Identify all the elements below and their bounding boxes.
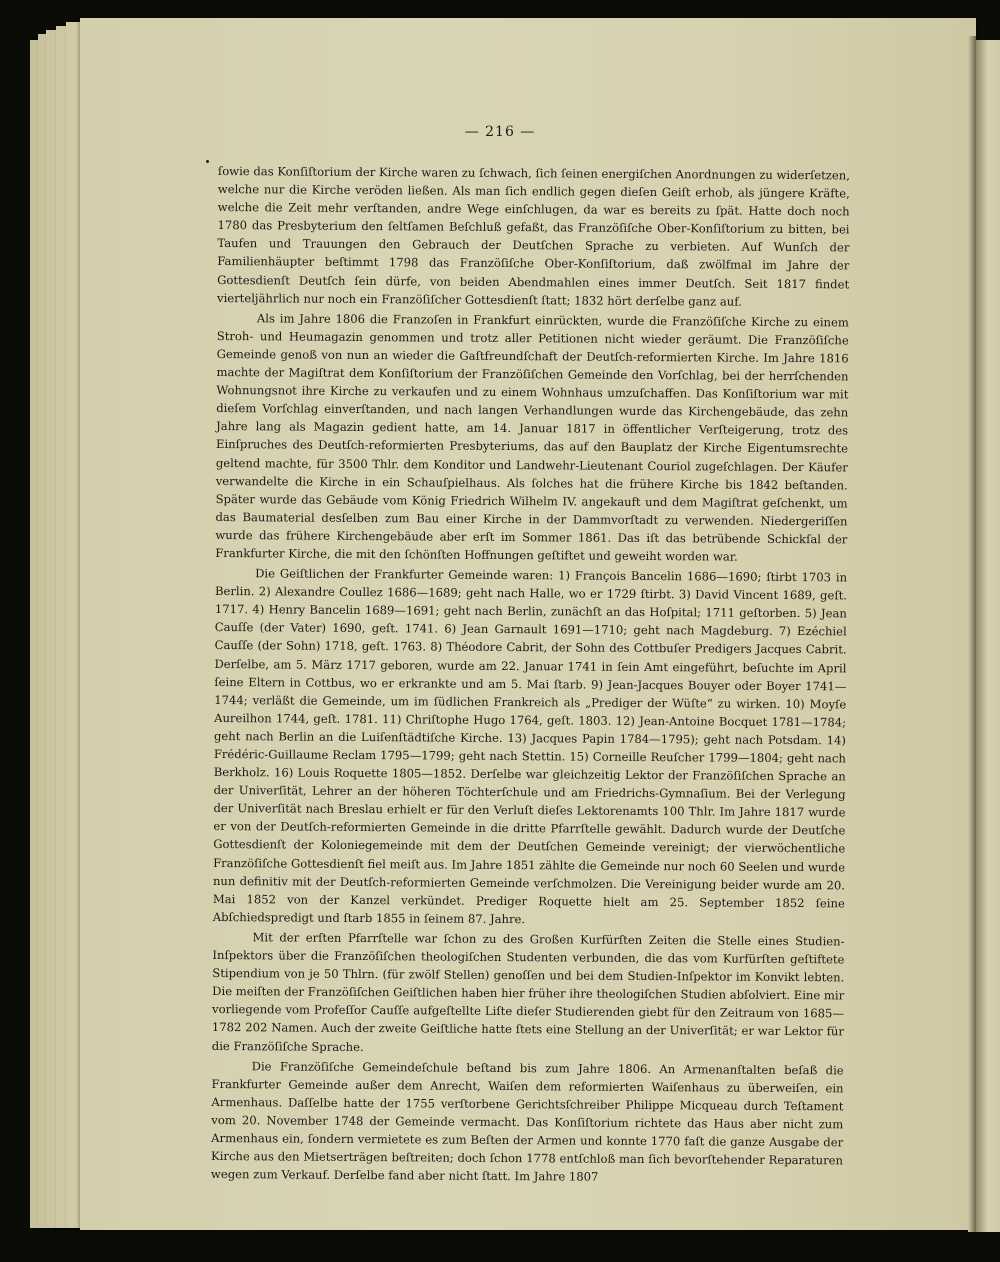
paragraph-1: ſowie das Konſiſtorium der Kirche waren zu ſchwach, ſich ſeinen energiſchen Anordnungen zu widerſetzen, welche nur die Kirche veröden ließen. Als man ſich endlich gegen dieſen Geiſt erhob, als jüngere Kräfte, welche die Zeit mehr verſtanden, andre Wege einſchlugen, da war es bereits zu ſpät. Hatte doch noch 1780 das Presbyterium den ſeltſamen Beſchluß gefaßt, das Franzöſiſche Ober-Konſiſtorium zu bitten, bei Taufen und Trauungen den Gebrauch der Deutſchen Sprache zu verbieten. Auf Wunſch der Familienhäupter beſtimmt 1798 das Franzöſiſche Ober-Konſiſtorium, daß zwölfmal im Jahre der Gottesdienſt Deutſch ſein dürfe, von beiden Abendmahlen eines immer Deutſch. Seit 1817 findet vierteljährlich nur noch ein Franzöſiſcher Gottesdienſt ſtatt; 1832 hört derſelbe ganz auf. xyxy=(217,163,850,309)
ink-speck xyxy=(206,160,209,163)
paragraph-3: Die Geiſtlichen der Frankfurter Gemeinde waren: 1) François Bancelin 1686—1690; ſtirbt 1703 in Berlin. 2) Alexandre Coullez 1686—1689; geht nach Halle, wo er 1729 ſtirbt. 3) David Vincent 1689, geſt. 1717. 4) Henry Bancelin 1689—1691; geht nach Berlin, zunächſt an das Hoſpital; 1711 geſtorben. 5) Jean Cauſſe (der Vater) 1690, geſt. 1741. 6) Jean Garnault 1691—1710; geht nach Magdeburg. 7) Ezéchiel Cauſſe (der Sohn) 1718, geſt. 1763. 8) Théodore Cabrit, der Sohn des Cottbuſer Predigers Jacques Cabrit. Derſelbe, am 5. März 1717 geboren, wurde am 22. Januar 1741 in ſein Amt eingeführt, beſuchte im April ſeine Eltern in Cottbus, wo er erkrankte und am 5. Mai ſtarb. 9) Jean-Jacques Bouyer oder Boyer 1741—1744; verläßt die Gemeinde, um im ſüdlichen Frankreich als „Prediger der Wüſte“ zu wirken. 10) Moyſe Aureilhon 1744, geſt. 1781. 11) Chriſtophe Hugo 1764, geſt. 1803. 12) Jean-Antoine Bocquet 1781—1784; geht nach Berlin an die Luiſenſtädtiſche Kirche. 13) Jacques Papin 1784—1795); geht nach Potsdam. 14) Frédéric-Guillaume Reclam 1795—1799; geht nach Stettin. 15) Corneille Reuſcher 1799—1804; geht nach Berkholz. 16) Louis Roquette 1805—1852. Derſelbe war gleichzeitig Lektor der Franzöſiſchen Sprache an der Univerſität, Lehrer an der höheren Töchterſchule und am Friedrichs-Gymnaſium. Bei der Verlegung der Univerſität nach Breslau erhielt er für den Verluſt dieſes Lektorenamts 100 Thlr. Im Jahre 1817 wurde er von der Deutſch-reformierten Gemeinde in die dritte Pfarrſtelle gewählt. Dadurch wurde der Deutſche Gottesdienſt der Koloniegemeinde mit dem der Deutſchen Gemeinde vereinigt; der vierwöchentliche Franzöſiſche Gottesdienſt fiel meiſt aus. Im Jahre 1851 zählte die Gemeinde nur noch 60 Seelen und wurde nun definitiv mit der Deutſch-reformierten Gemeinde verſchmolzen. Die Vereinigung beider wurde am 20. Mai 1852 von der Kanzel verkündet. Prediger Roquette hielt am 25. September 1852 ſeine Abſchiedspredigt und ſtarb 1855 in ſeinem 87. Jahre. xyxy=(212,566,848,927)
paragraph-2: Als im Jahre 1806 die Franzoſen in Frankfurt einrückten, wurde die Franzöſiſche Kirche zu einem Stroh- und Heumagazin genommen und trotz aller Petitionen nicht wieder geräumt. Die Franzöſiſche Gemeinde genoß von nun an wieder die Gaſtfreundſchaft der Deutſch-reformierten Kirche. Im Jahre 1816 machte der Magiſtrat dem Konſiſtorium der Franzöſiſchen Gemeinde den Vorſchlag, bei der herrſchenden Wohnungsnot ihre Kirche zu verkaufen und zu einem Wohnhaus umzuſchaffen. Das Konſiſtorium war mit dieſem Vorſchlag einverſtanden, und nach langen Verhandlungen wurde das Kirchengebäude, das zehn Jahre lang als Magazin gedient hatte, am 14. Januar 1817 in öffentlicher Verſteigerung, trotz des Einſpruches des Deutſch-reformierten Presbyteriums, das auf den Bauplatz der Kirche Eigentumsrechte geltend machte, für 3500 Thlr. dem Konditor und Landwehr-Lieutenant Couriol zugeſchlagen. Der Käufer verwandelte die Kirche in ein Schauſpielhaus. Als ſolches hat die frühere Kirche bis 1842 beſtanden. Später wurde das Gebäude vom König Friedrich Wilhelm IV. angekauft und dem Magiſtrat geſchenkt, um das Baumaterial desſelben zum Bau einer Kirche in der Dammvorſtadt zu verwenden. Niedergeriſſen wurde das frühere Kirchengebäude aber erſt im Sommer 1861. Das iſt das betrübende Schickſal der Frankfurter Kirche, die mit den ſchönſten Hoffnungen geſtiftet und geweiht worden war. xyxy=(215,311,849,564)
paragraph-5: Die Franzöſiſche Gemeindeſchule beſtand bis zum Jahre 1806. An Armenanſtalten beſaß die Frankfurter Gemeinde außer dem Anrecht, Waiſen dem reformierten Waiſenhaus zu überweiſen, ein Armenhaus. Daſſelbe hatte der 1755 verſtorbene Gerichtsſchreiber Philippe Micqueau durch Teſtament vom 20. November 1748 der Gemeinde vermacht. Das Konſiſtorium richtete das Haus aber nicht zum Armenhaus ein, ſondern vermietete es zum Beſten der Armen und konnte 1770 faſt die ganze Ausgabe der Kirche aus den Mietserträgen beſtreiten; doch ſchon 1778 entſchloß man ſich bevorſtehender Reparaturen wegen zum Verkauf. Derſelbe fand aber nicht ſtatt. Im Jahre 1807 xyxy=(210,1058,844,1184)
paragraph-4: Mit der erſten Pfarrſtelle war ſchon zu des Großen Kurfürſten Zeiten die Stelle eines Studien-Inſpektors über die Franzöſiſchen theologiſchen Studenten verbunden, die das vom Kurfürſten geſtiftete Stipendium von je 50 Thlrn. (für zwölf Stellen) genoſſen und bei dem Studien-Inſpektor im Konvikt lebten. Die meiſten der Franzöſiſchen Geiſtlichen haben hier früher ihre theologiſchen Studien abſolviert. Eine mir vorliegende vom Profeſſor Cauſſe aufgeſtellte Liſte dieſer Studierenden giebt für den Zeitraum von 1685—1782 202 Namen. Auch der zweite Geiſtliche hatte ſtets eine Stellung an der Univerſität; er war Lektor für die Franzöſiſche Sprache. xyxy=(211,930,845,1054)
body-text xyxy=(211,162,850,1190)
facing-page-edge xyxy=(976,40,1000,1232)
page-number: — 216 — xyxy=(464,124,536,140)
book-binding-gutter xyxy=(968,36,976,1232)
